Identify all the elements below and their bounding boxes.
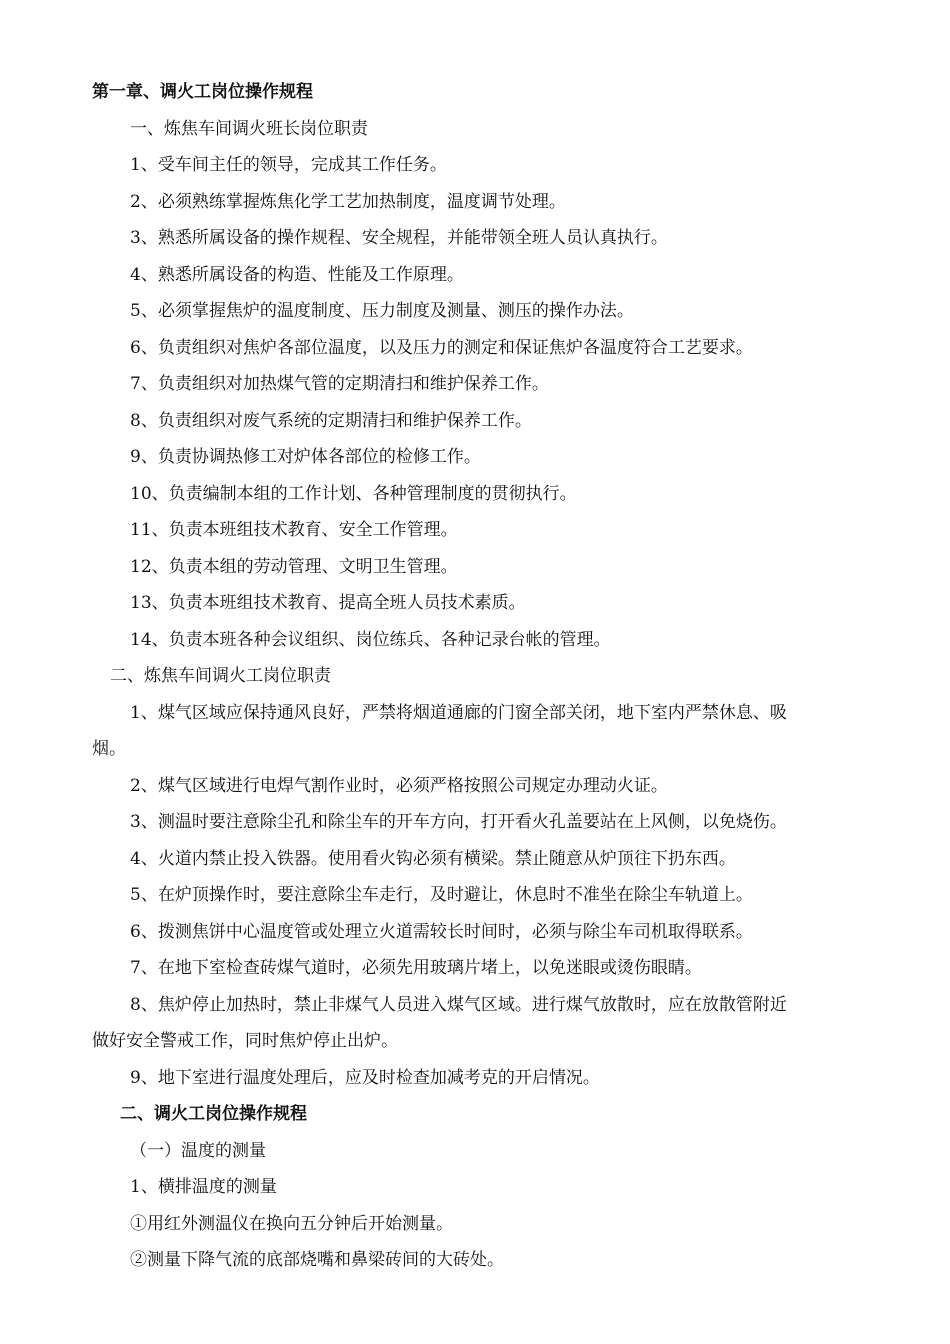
chapter-title: 第一章、调火工岗位操作规程	[92, 82, 313, 102]
list-item: 4、火道内禁止投入铁器。使用看火钩必须有横梁。禁止随意从炉顶往下扔东西。	[130, 848, 736, 869]
step-item: ②测量下降气流的底部烧嘴和鼻梁砖间的大砖处。	[130, 1250, 504, 1270]
list-item: 4、熟悉所属设备的构造、性能及工作原理。	[130, 264, 464, 285]
list-item: 1、受车间主任的领导，完成其工作任务。	[130, 155, 447, 175]
list-item: 3、测温时要注意除尘孔和除尘车的开车方向，打开看火孔盖要站在上风侧，以免烧伤。	[130, 812, 787, 832]
list-item: 13、负责本班组技术教育、提高全班人员技术素质。	[130, 593, 526, 613]
list-item: 6、负责组织对焦炉各部位温度，以及压力的测定和保证焦炉各温度符合工艺要求。	[130, 337, 753, 358]
list-item: 3、熟悉所属设备的操作规程、安全规程，并能带领全班人员认真执行。	[130, 228, 668, 248]
list-item: 5、在炉顶操作时，要注意除尘车走行，及时避让，休息时不准坐在除尘车轨道上。	[130, 885, 753, 905]
list-item: 9、地下室进行温度处理后，应及时检查加减考克的开启情况。	[130, 1067, 600, 1088]
subsection-title: （一）温度的测量	[130, 1140, 266, 1161]
list-item: 2、必须熟练掌握炼焦化学工艺加热制度，温度调节处理。	[130, 191, 566, 212]
list-item: 1、煤气区域应保持通风良好，严禁将烟道通廊的门窗全部关闭，地下室内严禁休息、吸	[130, 702, 787, 723]
list-item: 8、焦炉停止加热时，禁止非煤气人员进入煤气区域。进行煤气放散时，应在放散管附近	[130, 994, 787, 1015]
section-title: 一、炼焦车间调火班长岗位职责	[130, 118, 368, 139]
list-item: 5、必须掌握焦炉的温度制度、压力制度及测量、测压的操作办法。	[130, 301, 634, 321]
list-item: 7、负责组织对加热煤气管的定期清扫和维护保养工作。	[130, 374, 549, 394]
list-item: 6、拨测焦饼中心温度管或处理立火道需较长时间时，必须与除尘车司机取得联系。	[130, 921, 753, 942]
list-item: 8、负责组织对废气系统的定期清扫和维护保养工作。	[130, 410, 532, 431]
list-item: 9、负责协调热修工对炉体各部位的检修工作。	[130, 447, 481, 467]
list-item: 2、煤气区域进行电焊气割作业时，必须严格按照公司规定办理动火证。	[130, 775, 668, 796]
step-item: ①用红外测温仪在换向五分钟后开始测量。	[130, 1213, 453, 1234]
list-item-continuation: 烟。	[92, 739, 126, 759]
list-item: 12、负责本组的劳动管理、文明卫生管理。	[130, 556, 458, 577]
list-item: 14、负责本班各种会议组织、岗位练兵、各种记录台帐的管理。	[130, 629, 611, 650]
list-item: 10、负责编制本组的工作计划、各种管理制度的贯彻执行。	[130, 483, 577, 504]
list-item: 11、负责本班组技术教育、安全工作管理。	[130, 520, 458, 540]
section-title: 二、炼焦车间调火工岗位职责	[110, 666, 331, 686]
list-item: 1、横排温度的测量	[130, 1177, 277, 1197]
list-item: 7、在地下室检查砖煤气道时，必须先用玻璃片堵上，以免迷眼或烫伤眼睛。	[130, 958, 702, 978]
section-title: 二、调火工岗位操作规程	[120, 1104, 307, 1124]
list-item-continuation: 做好安全警戒工作，同时焦炉停止出炉。	[92, 1031, 398, 1051]
